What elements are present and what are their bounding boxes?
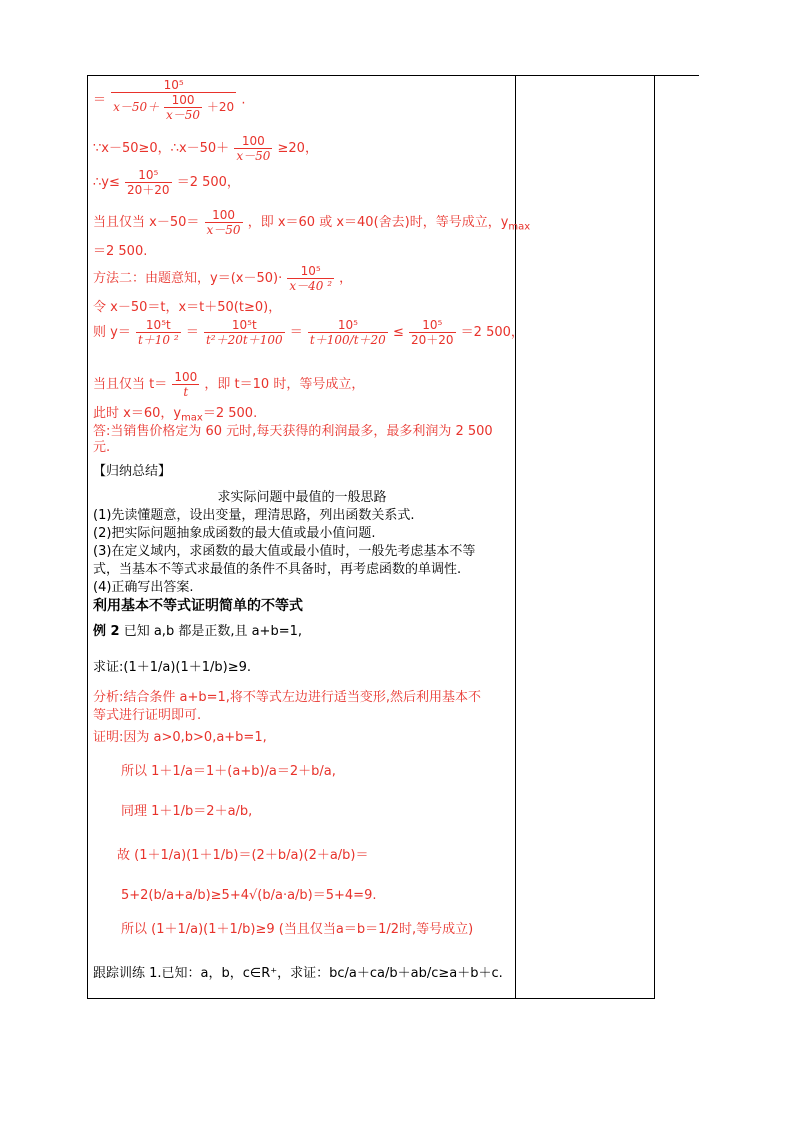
summary-title: 求实际问题中最值的一般思路 bbox=[217, 490, 387, 505]
summary-step-3: (3)在定义域内，求函数的最大值或最小值时，一般先考虑基本不等 bbox=[93, 544, 476, 559]
formula-line-2: ∵x－50≥0，∴x－50＋ $\frac{100}{x-50}$ ≥20， bbox=[93, 134, 318, 163]
analysis-line-2: 等式进行证明即可. bbox=[93, 708, 202, 723]
formula-line-8: 则 y＝ $\frac{\text{10⁵t}}{\text{t＋10 ²}}$ ＝ $\frac{\text{10⁵t}}{\text{t²＋20t＋100}}$ ＝ $\frac{\text{10⁵}}{t+100/t+20}$ ≤ $\frac{\text{10⁵}}{20+20}$ ＝2 500， bbox=[93, 318, 524, 347]
proof-line-6: 所以 (1＋1/a)(1＋1/b)≥9 (当且仅当a＝b＝1/2时,等号成立) bbox=[121, 922, 474, 937]
formula-line-9: 当且仅当 t＝ $\frac{100}{t}$ ，即 t＝10 时，等号成立， bbox=[93, 370, 365, 399]
proof-line-1: 证明:因为 a>0,b>0,a+b=1, bbox=[93, 730, 267, 745]
summary-heading: 【归纳总结】 bbox=[93, 464, 172, 479]
section-title: 利用基本不等式证明简单的不等式 bbox=[93, 598, 303, 614]
formula-line-7: 令 x－50＝t，x＝t＋50(t≥0)， bbox=[93, 300, 282, 315]
summary-step-2: (2)把实际问题抽象成函数的最大值或最小值问题. bbox=[93, 526, 376, 541]
formula-line-6: 方法二：由题意知，y＝(x－50)· $\frac{\text{10⁵}}{\text{x－40 ²}}$ ， bbox=[93, 264, 353, 293]
summary-step-1: (1)先读懂题意，设出变量，理清思路，列出函数关系式. bbox=[93, 508, 415, 523]
proof-line-4: 故 (1＋1/a)(1＋1/b)＝(2＋b/a)(2＋a/b)＝ bbox=[117, 848, 369, 863]
example-2-prove: 求证:(1＋1/a)(1＋1/b)≥9. bbox=[93, 660, 252, 675]
formula-line-10: 此时 x＝60，$y_{max}=2$ 500. bbox=[93, 406, 258, 424]
proof-line-2: 所以 1＋1/a＝1＋(a+b)/a＝2＋b/a, bbox=[121, 764, 336, 779]
proof-line-3: 同理 1＋1/b＝2＋a/b, bbox=[121, 804, 253, 819]
example-2: 例 2 已知 a,b 都是正数,且 a+b=1, bbox=[93, 624, 302, 639]
formula-line-5: ＝2 500. bbox=[93, 244, 148, 259]
header-rule bbox=[655, 75, 699, 76]
tracking-exercise: 跟踪训练 1.已知：a，b，c∈R⁺，求证：bc/a＋ca/b＋ab/c≥a＋b＋c. bbox=[93, 966, 503, 981]
formula-line-3: ∴y≤ $\frac{\text{10⁵}}{20+20}$ ＝2 500， bbox=[93, 168, 240, 197]
answer-line-1: 答:当销售价格定为 60 元时,每天获得的利润最多，最多利润为 2 500 bbox=[93, 424, 493, 439]
formula-line-4: 当且仅当 x－50＝ $\frac{100}{x-50}$ ，即 x＝60 或 x＝40(舍去)时，等号成立，$y_{max}$ bbox=[93, 208, 531, 237]
answer-line-2: 元. bbox=[93, 440, 111, 455]
summary-step-4: (4)正确写出答案. bbox=[93, 580, 194, 595]
proof-line-5: 5+2(b/a+a/b)≥5+4√(b/a·a/b)＝5+4=9. bbox=[121, 888, 377, 903]
analysis-line-1: 分析:结合条件 a+b=1,将不等式左边进行适当变形,然后利用基本不 bbox=[93, 690, 482, 705]
summary-step-3-cont: 式，当基本不等式求最值的条件不具备时，再考虑函数的单调性. bbox=[93, 562, 462, 577]
formula-line-1: ＝ 10⁵ x－50＋ $\frac{100}{x-50}$ ＋20 . bbox=[93, 78, 246, 122]
